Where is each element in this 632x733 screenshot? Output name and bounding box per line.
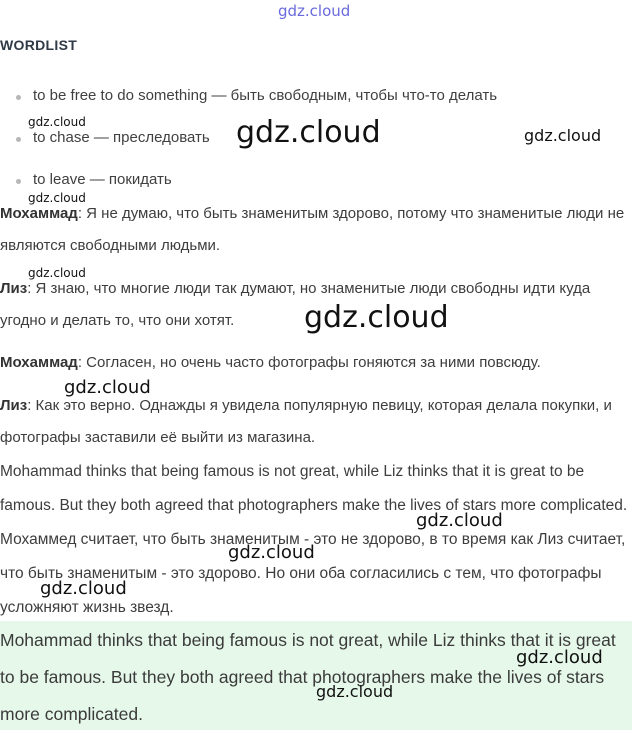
dialogue-text: : Как это верно. Однажды я увидела популярную певицу, которая делала покупки, и фотографы заставили её выйти из магазина. [0,397,612,446]
dialogue-line [0,198,632,262]
dialogue-text: : Я знаю, что многие люди так думают, но знаменитые люди свободны идти куда угодно и делать то, что они хотят. [0,280,591,329]
summary-paragraph: Mohammad thinks that being famous is not great, while Liz thinks that it is great to be famous. But they both agreed that photographers make the lives of stars more complicated. Мохаммед считает, что быть знаменитым - это не здорово, в то время как Лиз считает, что быть знаменитым - это здорово. Но они оба согласились с тем, что фотографы усложняют жизнь звезд. [0,463,628,616]
answer-box: Mohammad thinks that being famous is not great, while Liz thinks that it is great to be famous. But they both agreed that photographers make the lives of stars more complicated. [0,621,632,730]
watermark-large: gdz.cloud [304,300,449,335]
watermark-small: gdz.cloud [28,191,86,205]
watermark-small: gdz.cloud [28,115,86,129]
wordlist-item: to chase — преследовать [0,128,497,170]
watermark-medium: gdz.cloud [40,578,127,599]
speaker-name: Мохаммад [0,354,78,371]
watermark-medium: gdz.cloud [516,647,603,668]
dialogue-line [0,347,632,379]
watermark-small: gdz.cloud [28,266,86,280]
watermark-medium: gdz.cloud [524,126,602,145]
dialogue-line [0,390,632,454]
watermark-medium: gdz.cloud [416,510,503,531]
speaker-name: Мохаммад [0,205,78,222]
speaker-name: Лиз [0,280,28,297]
watermark-small: gdz.cloud [316,682,394,701]
wordlist-item: to be free to do something — быть свободным, чтобы что-то делать [0,86,497,128]
watermark-top: gdz.cloud [278,2,351,20]
watermark-medium: gdz.cloud [64,377,151,398]
dialogue-text: : Согласен, но очень часто фотографы гоняются за ними повсюду. [77,354,541,371]
dialogue-text: : Я не думаю, что быть знаменитым здорово, потому что знаменитые люди не являются свободными людьми. [0,205,625,254]
watermark-large: gdz.cloud [236,115,381,150]
watermark-medium: gdz.cloud [228,542,315,563]
wordlist-item: to leave — покидать [0,170,497,212]
wordlist-heading: WORDLIST [0,37,78,53]
speaker-name: Лиз [0,397,28,414]
